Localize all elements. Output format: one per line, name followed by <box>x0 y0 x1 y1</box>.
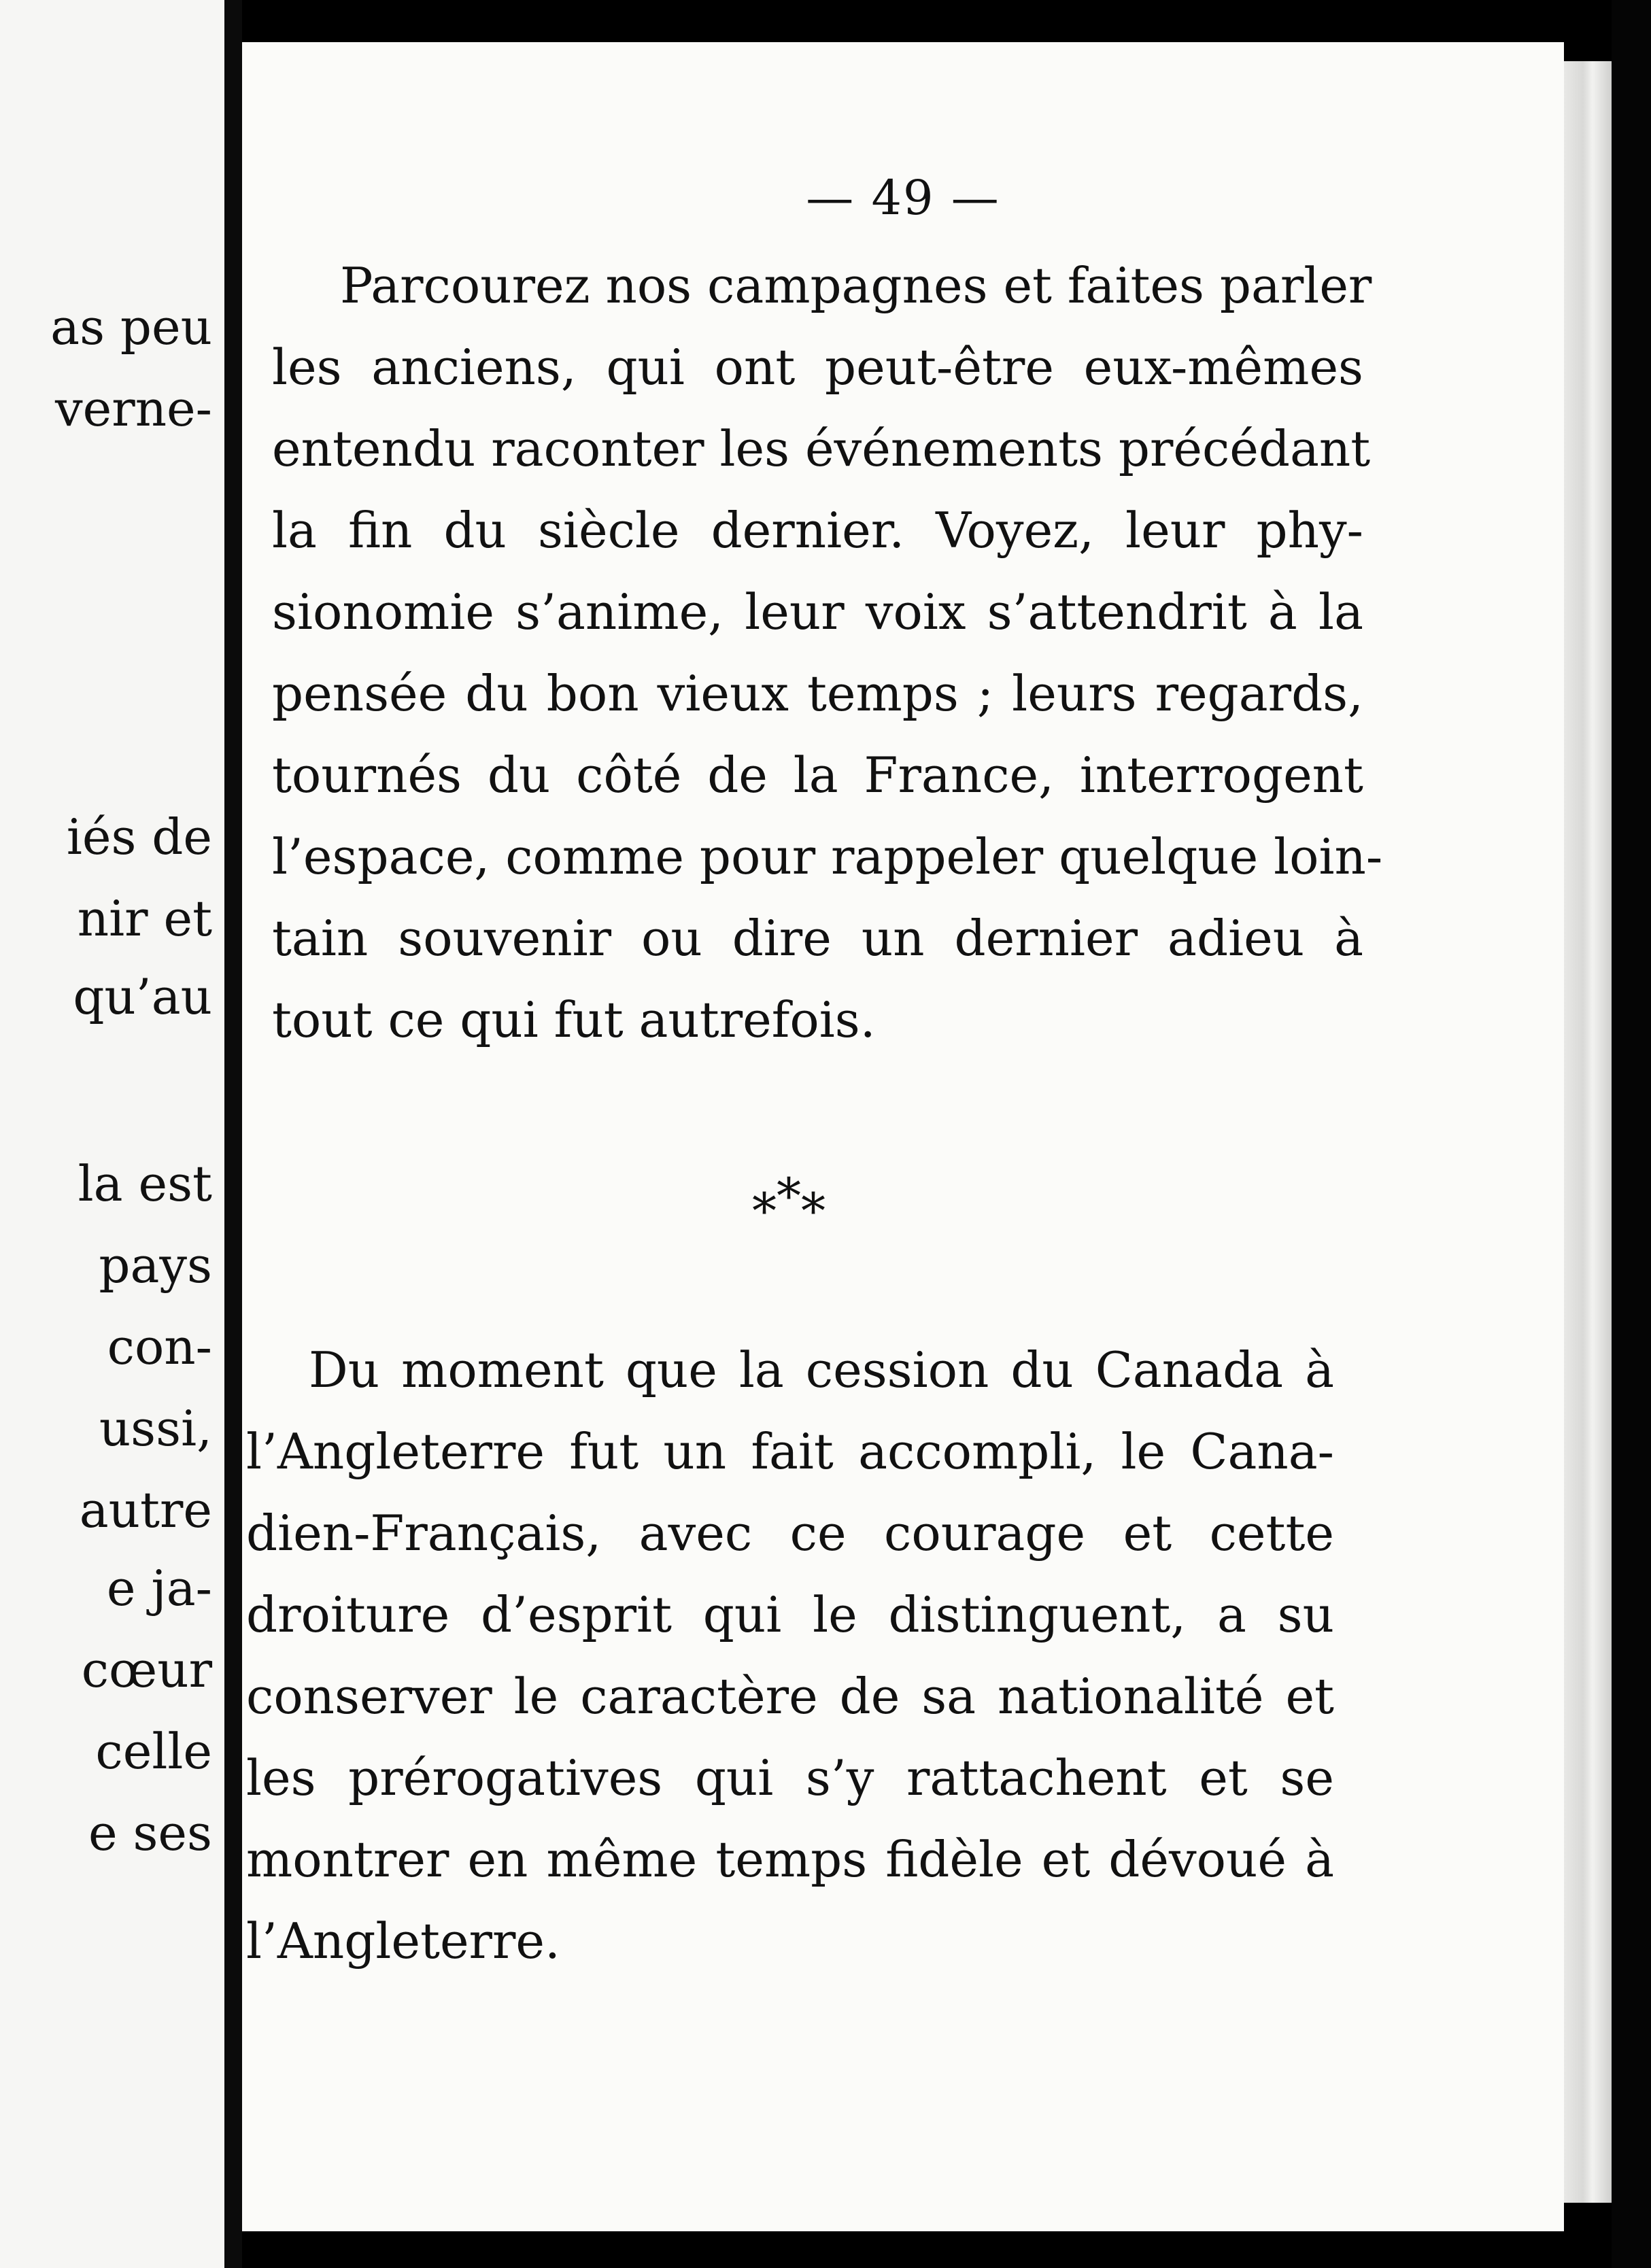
left-page-line: pays <box>99 1237 212 1294</box>
left-page-line: e ja- <box>106 1560 212 1617</box>
text-line: pensée du bon vieux temps ; leurs regards, <box>272 665 1363 722</box>
left-page-line: nir et <box>77 890 212 947</box>
left-facing-page <box>0 0 224 2268</box>
left-page-line: qu’au <box>73 968 212 1025</box>
text-line: tain souvenir ou dire un dernier adieu à <box>272 910 1363 967</box>
page-edge <box>1564 61 1612 2203</box>
page-number: — 49 — <box>806 170 1000 226</box>
text-line: Parcourez nos campagnes et faites parler <box>340 257 1372 314</box>
left-page-line: verne- <box>54 380 212 437</box>
text-line: entendu raconter les événements précédant <box>272 420 1371 477</box>
asterisk: * <box>801 1182 826 1239</box>
left-page-line: as peu <box>50 298 212 356</box>
text-line: la fin du siècle dernier. Voyez, leur phy- <box>272 502 1363 559</box>
asterisk: * <box>777 1167 801 1224</box>
text-line: l’Angleterre. <box>246 1912 560 1970</box>
paragraph-2 <box>246 1329 1334 1982</box>
text-line: l’espace, comme pour rappeler quelque loin- <box>272 828 1383 885</box>
left-page-line: la est <box>78 1155 212 1212</box>
text-line: les anciens, qui ont peut-être eux-mêmes <box>272 339 1363 396</box>
paragraph-1 <box>272 245 1383 1061</box>
scan-border <box>1612 0 1651 2268</box>
text-line: conserver le caractère de sa nationalité et <box>246 1668 1334 1725</box>
text-line: montrer en même temps fidèle et dévoué à <box>246 1831 1334 1888</box>
left-page-line: con- <box>107 1318 212 1375</box>
left-page-line: iés de <box>66 808 212 865</box>
book-gutter <box>224 0 242 2268</box>
text-line: tournés du côté de la France, interrogent <box>272 746 1363 804</box>
left-page-line: autre <box>79 1481 212 1539</box>
left-page-line: ussi, <box>99 1400 212 1457</box>
left-page-line: celle <box>95 1723 212 1780</box>
asterism-separator <box>721 1167 857 1239</box>
text-line: tout ce qui fut autrefois. <box>272 991 876 1048</box>
text-line: les prérogatives qui s’y rattachent et se <box>246 1749 1334 1806</box>
text-line: l’Angleterre fut un fait accompli, le Cana- <box>246 1423 1334 1480</box>
text-line: dien-Français, avec ce courage et cette <box>246 1505 1334 1562</box>
text-line: droiture d’esprit qui le distinguent, a su <box>246 1586 1334 1643</box>
text-line: sionomie s’anime, leur voix s’attendrit à la <box>272 583 1363 640</box>
left-page-line: cœur <box>81 1641 212 1698</box>
asterisk: * <box>752 1182 777 1239</box>
text-line: Du moment que la cession du Canada à <box>309 1341 1334 1398</box>
left-page-line: e ses <box>88 1804 212 1861</box>
